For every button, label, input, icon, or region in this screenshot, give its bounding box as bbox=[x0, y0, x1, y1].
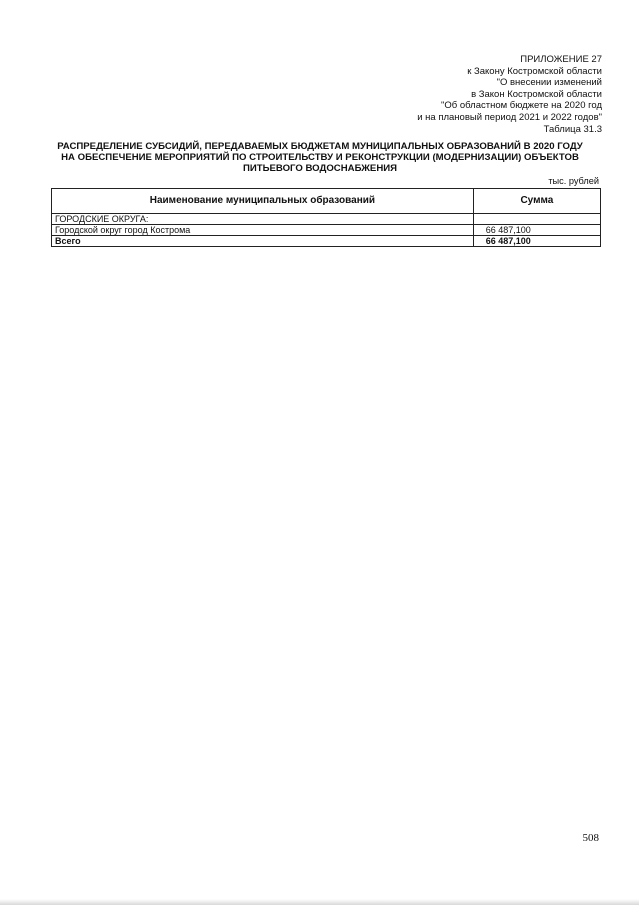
header-line-amendments: "О внесении изменений bbox=[496, 77, 602, 89]
title-line-3: ПИТЬЕВОГО ВОДОСНАБЖЕНИЯ bbox=[242, 163, 398, 175]
table-total-row bbox=[52, 236, 601, 247]
header-line-table-number: Таблица 31.3 bbox=[543, 123, 602, 135]
units-label: тыс. рублей bbox=[548, 176, 599, 186]
table-row bbox=[52, 214, 601, 225]
header-line-appendix: ПРИЛОЖЕНИЕ 27 bbox=[520, 54, 602, 65]
header-line-budget: "Об областном бюджете на 2020 год bbox=[441, 100, 602, 112]
document-title bbox=[40, 141, 600, 175]
total-sum: 66 487,100 bbox=[473, 236, 600, 247]
row-sum bbox=[473, 214, 600, 225]
header-sum: Сумма bbox=[473, 189, 600, 214]
row-name: ГОРОДСКИЕ ОКРУГА: bbox=[52, 214, 474, 225]
scan-edge-shadow bbox=[0, 899, 639, 905]
subsidy-table bbox=[51, 188, 601, 247]
table-header-row bbox=[52, 189, 601, 214]
header-name: Наименование муниципальных образований bbox=[52, 189, 474, 214]
header-line-law-name: в Закон Костромской области bbox=[471, 88, 602, 100]
row-name: Городской округ город Кострома bbox=[52, 225, 474, 236]
table-row bbox=[52, 225, 601, 236]
header-line-law: к Закону Костромской области bbox=[467, 65, 602, 77]
title-line-1: РАСПРЕДЕЛЕНИЕ СУБСИДИЙ, ПЕРЕДАВАЕМЫХ БЮДЖЕТАМ МУНИЦИПАЛЬНЫХ ОБРАЗОВАНИЙ В 2020 ГОДУ bbox=[57, 141, 583, 152]
row-sum: 66 487,100 bbox=[473, 225, 600, 236]
title-line-2: НА ОБЕСПЕЧЕНИЕ МЕРОПРИЯТИЙ ПО СТРОИТЕЛЬСТВУ И РЕКОНСТРУКЦИИ (МОДЕРНИЗАЦИИ) ОБЪЕКТОВ bbox=[61, 152, 579, 164]
total-name: Всего bbox=[52, 236, 474, 247]
header-line-period: и на плановый период 2021 и 2022 годов" bbox=[417, 111, 602, 123]
page-number: 508 bbox=[582, 832, 599, 844]
appendix-header bbox=[282, 54, 602, 135]
